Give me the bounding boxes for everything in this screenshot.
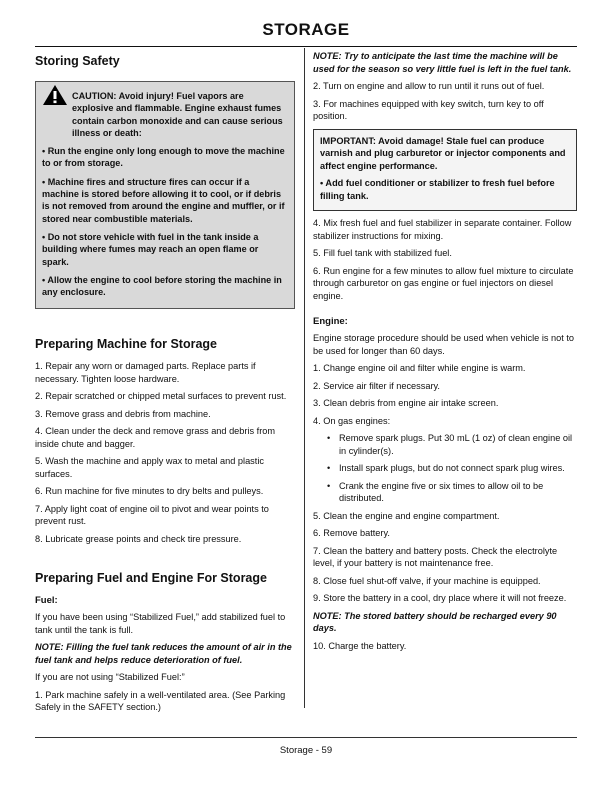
engine-step: 3. Clean debris from engine air intake screen. — [313, 398, 499, 408]
fuel-step: 6. Run engine for a few minutes to allow fuel mixture to circulate through carburetor on gas engine or fuel injectors on diesel engine. — [313, 265, 574, 301]
engine-intro: Engine storage procedure should be used when vehicle is not to be used for longer than 60 days. — [313, 333, 574, 356]
storing-safety-heading: Storing Safety — [35, 54, 120, 68]
fuel-paragraph: If you are not using “Stabilized Fuel:” — [35, 672, 185, 683]
machine-step: 3. Remove grass and debris from machine. — [35, 408, 211, 419]
column-divider — [304, 48, 305, 708]
gas-bullet-text: Install spark plugs, but do not connect spark plug wires. — [339, 463, 565, 473]
gas-bullet-text: Crank the engine five or six times to allow oil to be distributed. — [339, 480, 544, 503]
machine-step: 2. Repair scratched or chipped metal surfaces to prevent rust. — [35, 391, 287, 402]
bullet-dot: • — [327, 480, 331, 491]
engine-step: 1. Change engine oil and filter while engine is warm. — [313, 363, 526, 373]
engine-step: 5. Clean the engine and engine compartment. — [313, 510, 500, 521]
fuel-subheading: Fuel: — [35, 595, 58, 607]
machine-step: 8. Lubricate grease points and check tire pressure. — [35, 533, 242, 544]
caution-item: • Do not store vehicle with fuel in the tank inside a building where fumes may reach an open flame or spark. — [42, 231, 259, 267]
fuel-step: 4. Mix fresh fuel and fuel stabilizer in separate container. Follow stabilizer instructions for mixing. — [313, 218, 572, 241]
caution-item: • Allow the engine to cool before storing the machine in any enclosure. — [42, 274, 282, 298]
important-item: • Add fuel conditioner or stabilizer to fresh fuel before filling tank. — [320, 178, 555, 201]
engine-step: 6. Remove battery. — [313, 528, 390, 538]
machine-step: 4. Clean under the deck and remove grass and debris from inside chute and bagger. — [35, 426, 276, 449]
caution-header — [42, 90, 286, 139]
fuel-engine-heading: Preparing Fuel and Engine For Storage — [35, 571, 267, 586]
engine-step: 8. Close fuel shut-off valve, if your machine is equipped. — [313, 575, 541, 586]
battery-note: NOTE: The stored battery should be recharged every 90 days. — [313, 610, 557, 633]
machine-step: 5. Wash the machine and apply wax to metal and plastic surfaces. — [35, 456, 264, 479]
engine-subheading: Engine: — [313, 316, 348, 327]
important-text: IMPORTANT: Avoid damage! Stale fuel can produce varnish and plug carburetor or injector components and affect engine performance. — [320, 135, 566, 171]
engine-step: 9. Store the battery in a cool, dry place where it will not freeze. — [313, 593, 567, 603]
page-footer: Storage - 59 — [279, 745, 333, 756]
machine-step: 7. Apply light coat of engine oil to pivot and wear points to prevent rust. — [35, 503, 269, 527]
fuel-note: NOTE: Filling the fuel tank reduces the amount of air in the fuel tank and helps reduce deterioration of fuel. — [35, 642, 292, 665]
gas-bullet-text: Remove spark plugs. Put 30 mL (1 oz) of clean engine oil in cylinder(s). — [339, 433, 573, 456]
caution-item: • Machine fires and structure fires can occur if a machine is stored before allowing it to cool, or if debris is not removed from around the engine and muffler, or if stored near combustible materials. — [42, 176, 285, 224]
warning-triangle-icon — [42, 84, 68, 106]
gas-bullet — [313, 432, 577, 462]
gas-bullet — [313, 480, 577, 510]
engine-step: 10. Charge the battery. — [313, 640, 407, 651]
engine-step: 2. Service air filter if necessary. — [313, 380, 440, 391]
fuel-step: 5. Fill fuel tank with stabilized fuel. — [313, 248, 452, 258]
title-rule — [35, 46, 577, 47]
page-title: STORAGE — [262, 20, 350, 39]
preparing-machine-heading: Preparing Machine for Storage — [35, 337, 217, 352]
engine-step: 4. On gas engines: — [313, 415, 391, 426]
footer-rule — [35, 737, 577, 738]
gas-bullet — [313, 462, 577, 480]
fuel-step: 3. For machines equipped with key switch, turn key to off position. — [313, 98, 544, 121]
machine-step: 1. Repair any worn or damaged parts. Replace parts if necessary. Tighten loose hardware. — [35, 361, 256, 384]
important-box — [313, 129, 577, 212]
caution-heading: CAUTION: Avoid injury! Fuel vapors are explosive and flammable. Engine exhaust fumes contain carbon monoxide and can cause serious illness or death: — [72, 91, 283, 138]
caution-box — [35, 81, 295, 309]
machine-step: 6. Run machine for five minutes to dry belts and pulleys. — [35, 486, 264, 497]
fuel-step: 2. Turn on engine and allow to run until it runs out of fuel. — [313, 81, 545, 91]
caution-item: • Run the engine only long enough to move the machine to or from storage. — [42, 146, 285, 169]
left-column — [35, 50, 295, 719]
fuel-paragraph: If you have been using “Stabilized Fuel,” add stabilized fuel to tank until the tank is full. — [35, 612, 286, 635]
bullet-dot: • — [327, 433, 331, 443]
right-column — [313, 50, 577, 657]
anticipate-note: NOTE: Try to anticipate the last time the machine will be used for the season so very little fuel is left in the fuel tank. — [313, 51, 572, 74]
bullet-dot: • — [327, 463, 331, 473]
engine-step: 7. Clean the battery and battery posts. Check the electrolyte level, if your battery is not maintenance free. — [313, 545, 558, 568]
fuel-step: 1. Park machine safely in a well-ventilated area. (See Parking Safely in the SAFETY section.) — [35, 689, 286, 713]
